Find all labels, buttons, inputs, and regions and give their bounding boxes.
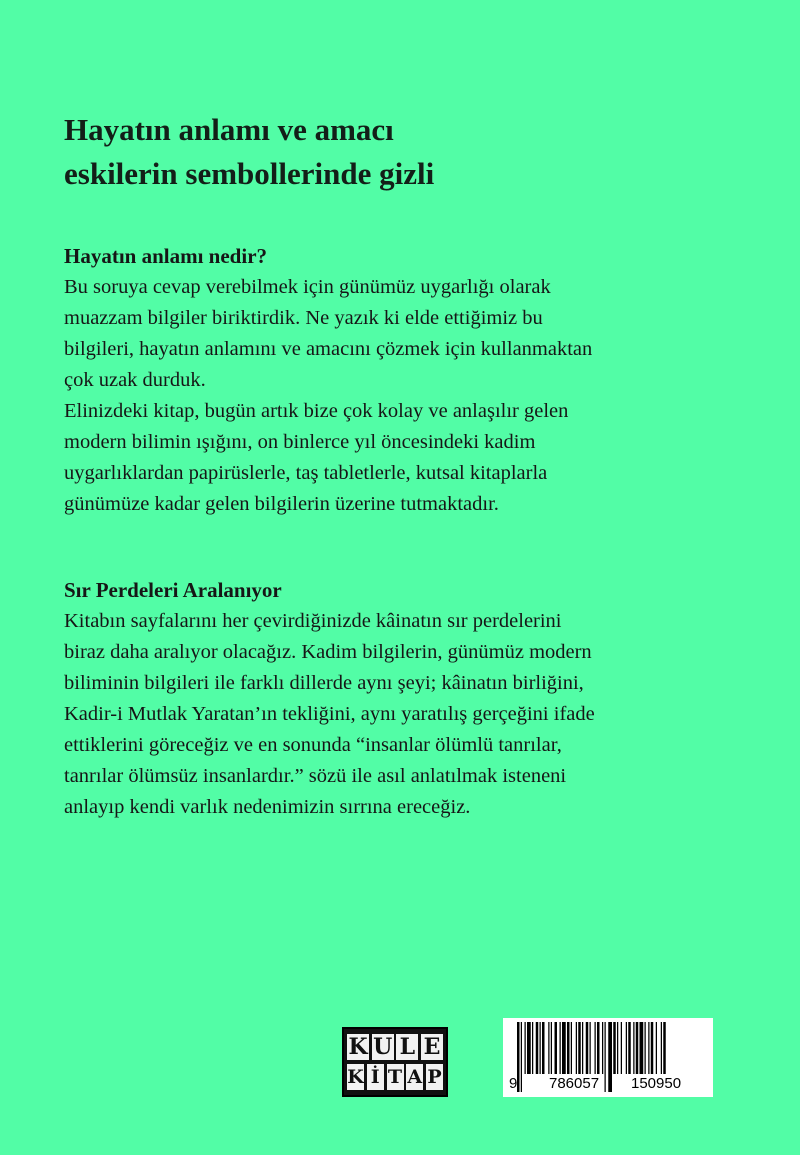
- section-body: [64, 606, 754, 823]
- barcode-bar: [626, 1022, 627, 1074]
- barcode-bar: [562, 1022, 566, 1074]
- publisher-logo: [342, 1027, 448, 1097]
- body-line: modern bilimin ışığını, on binlerce yıl öncesindeki kadim: [64, 431, 536, 453]
- logo-letter: A: [407, 1066, 423, 1088]
- body-line: muazzam bilgiler biriktirdik. Ne yazık ki elde ettiğimiz bu: [64, 307, 543, 329]
- barcode-bar: [578, 1022, 581, 1074]
- barcode-bar: [597, 1022, 600, 1074]
- barcode-bar: [640, 1022, 644, 1074]
- barcode-bar: [613, 1022, 616, 1074]
- body-line: tanrılar ölümsüz insanlardır.” sözü ile asıl anlatılmak isteneni: [64, 765, 567, 787]
- barcode-bar: [648, 1022, 649, 1074]
- barcode-digits: [503, 1075, 713, 1095]
- body-line: anlayıp kendi varlık nedenimizin sırrına ereceğiz.: [64, 796, 471, 818]
- headline-line: Hayatın anlamı ve amacı: [64, 112, 394, 147]
- barcode-bar: [636, 1022, 639, 1074]
- logo-letter: L: [396, 1034, 418, 1060]
- barcode-bar: [542, 1022, 545, 1074]
- barcode-bar: [628, 1022, 631, 1074]
- barcode-bar: [656, 1022, 657, 1074]
- headline-line: eskilerin sembollerinde gizli: [64, 156, 435, 191]
- section-veils-lifted: [64, 575, 754, 823]
- logo-letter: T: [387, 1066, 403, 1088]
- barcode-bar: [540, 1022, 541, 1074]
- barcode-bar: [571, 1022, 572, 1074]
- logo-word-kule: [347, 1032, 443, 1062]
- barcode-bar: [555, 1022, 558, 1074]
- body-line: Elinizdeki kitap, bugün artık bize çok kolay ve anlaşılır gelen: [64, 400, 569, 422]
- barcode-bar: [645, 1022, 646, 1074]
- barcode-bar: [595, 1022, 596, 1074]
- body-line: Bu soruya cevap verebilmek için günümüz uygarlığı olarak: [64, 276, 551, 298]
- barcode-bar: [602, 1022, 603, 1074]
- logo-letter: E: [421, 1034, 443, 1060]
- body-line: ettiklerini göreceğiz ve en sonunda “insanlar ölümlü tanrılar,: [64, 734, 562, 756]
- barcode-bar: [536, 1022, 539, 1074]
- barcode-bar: [527, 1022, 531, 1074]
- barcode-digit-group: 786057: [549, 1075, 600, 1092]
- barcode-bar: [582, 1022, 583, 1074]
- barcode-bar: [621, 1022, 622, 1074]
- barcode-bar: [661, 1022, 662, 1074]
- section-meaning-of-life: [64, 241, 754, 520]
- section-heading: Sır Perdeleri Aralanıyor: [64, 578, 282, 602]
- logo-letter: P: [427, 1066, 442, 1088]
- barcode-bar: [560, 1022, 561, 1074]
- logo-letter: K: [347, 1066, 364, 1088]
- headline: [64, 108, 744, 196]
- body-line: günümüze kadar gelen bilgilerin üzerine tutmaktadır.: [64, 493, 499, 515]
- body-line: uygarlıklardan papirüslerle, taş tabletlerle, kutsal kitaplarla: [64, 462, 548, 484]
- barcode-bar: [633, 1022, 634, 1074]
- barcode-bar: [590, 1022, 591, 1074]
- barcode-bar: [586, 1022, 589, 1074]
- isbn-barcode: [503, 1018, 713, 1097]
- barcode-bar: [551, 1022, 552, 1074]
- barcode-bar: [532, 1022, 533, 1074]
- barcode-bar: [576, 1022, 577, 1074]
- body-line: bilgileri, hayatın anlamını ve amacını çözmek için kullanmaktan: [64, 338, 593, 360]
- logo-word-kitap: [347, 1062, 443, 1092]
- barcode-bar: [651, 1022, 654, 1074]
- logo-letter: İ: [367, 1064, 384, 1090]
- body-line: çok uzak durduk.: [64, 369, 206, 391]
- barcode-bar: [617, 1022, 618, 1074]
- barcode-digit-group: 9: [509, 1075, 518, 1092]
- logo-letter: U: [373, 1034, 393, 1060]
- section-body: [64, 272, 754, 520]
- barcode-digit-group: 150950: [631, 1075, 682, 1092]
- logo-letter: K: [348, 1034, 368, 1060]
- barcode-bar: [548, 1022, 549, 1074]
- body-line: Kadir-i Mutlak Yaratan’ın tekliğini, aynı yaratılış gerçeğini ifade: [64, 703, 595, 725]
- body-line: biliminin bilgileri ile farklı dillerde aynı şeyi; kâinatın birliğini,: [64, 672, 584, 694]
- body-line: Kitabın sayfalarını her çevirdiğinizde kâinatın sır perdelerini: [64, 610, 562, 632]
- barcode-bar: [663, 1022, 666, 1074]
- barcode-bar: [525, 1022, 526, 1074]
- section-heading: Hayatın anlamı nedir?: [64, 244, 268, 268]
- barcode-bar: [567, 1022, 570, 1074]
- body-line: biraz daha aralıyor olacağız. Kadim bilgilerin, günümüz modern: [64, 641, 592, 663]
